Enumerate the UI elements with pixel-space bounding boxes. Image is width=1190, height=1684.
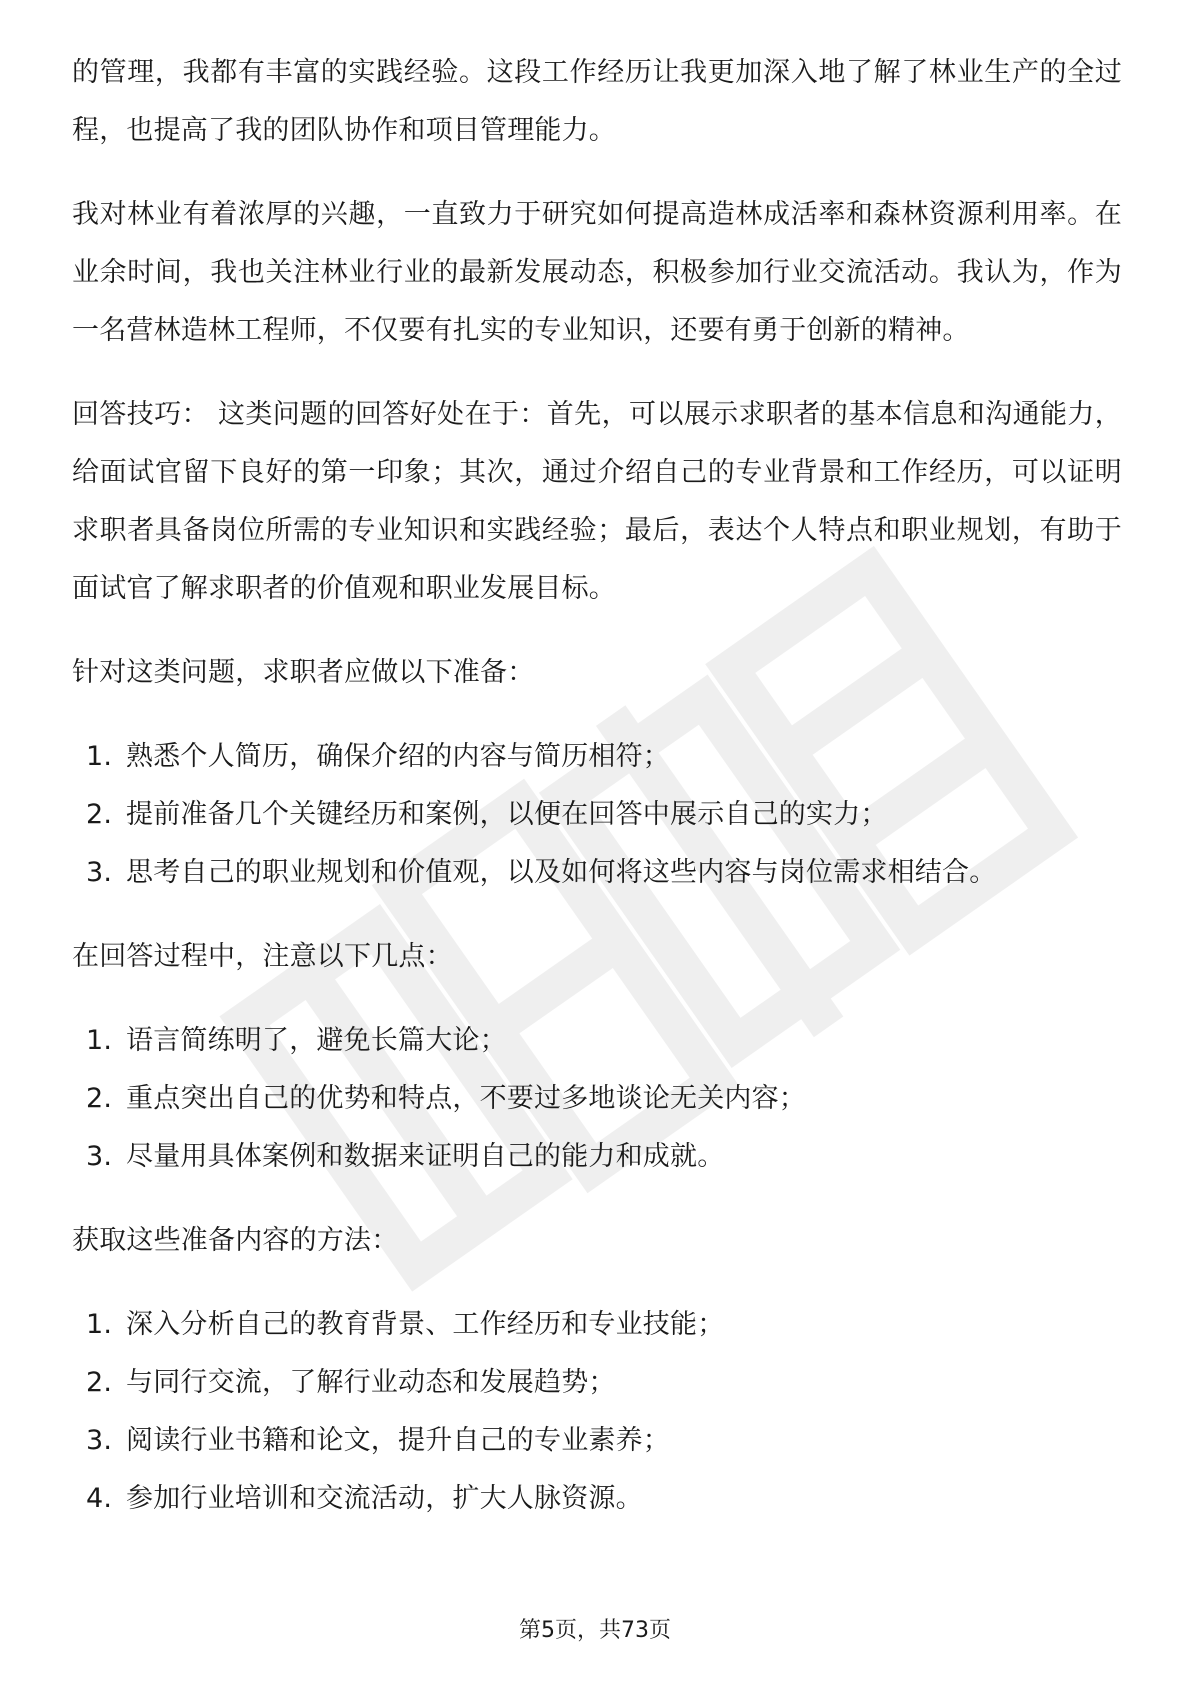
list-item [72, 786, 1122, 844]
list-text: 深入分析自己的教育背景、工作经历和专业技能； [126, 1309, 725, 1340]
list-text: 与同行交流，了解行业动态和发展趋势； [126, 1367, 616, 1398]
page-number: 第5页，共73页 [519, 1618, 671, 1643]
paragraph-interest: 我对林业有着浓厚的兴趣，一直致力于研究如何提高造林成活率和森林资源利用率。在业余时间，我也关注林业行业的最新发展动态，积极参加行业交流活动。我认为，作为一名营林造林工程师，不仅要有扎实的专业知识，还要有勇于创新的精神。 [72, 199, 1122, 346]
list-item [72, 1354, 1122, 1412]
attention-list [72, 1012, 1122, 1186]
list-number: 2. [86, 799, 113, 830]
list-item [72, 844, 1122, 902]
list-text: 尽量用具体案例和数据来证明自己的能力和成就。 [126, 1141, 725, 1172]
paragraph-answer-tips: 回答技巧： 这类问题的回答好处在于：首先，可以展示求职者的基本信息和沟通能力，给面试官留下良好的第一印象；其次，通过介绍自己的专业背景和工作经历，可以证明求职者具备岗位所需的专业知识和实践经验；最后，表达个人特点和职业规划，有助于面试官了解求职者的价值观和职业发展目标。 [72, 399, 1122, 604]
section-heading-attention: 在回答过程中，注意以下几点： [72, 941, 453, 972]
list-item [72, 1012, 1122, 1070]
section-heading-methods: 获取这些准备内容的方法： [72, 1225, 399, 1256]
list-number: 3. [86, 857, 113, 888]
list-number: 3. [86, 1141, 113, 1172]
list-number: 1. [86, 1309, 113, 1340]
paragraph-experience: 的管理，我都有丰富的实践经验。这段工作经历让我更加深入地了解了林业生产的全过程，也提高了我的团队协作和项目管理能力。 [72, 57, 1122, 146]
list-item [72, 1412, 1122, 1470]
list-number: 4. [86, 1483, 113, 1514]
list-item [72, 1128, 1122, 1186]
list-item [72, 728, 1122, 786]
section-heading-preparation: 针对这类问题，求职者应做以下准备： [72, 657, 535, 688]
preparation-list [72, 728, 1122, 902]
list-number: 3. [86, 1425, 113, 1456]
list-text: 重点突出自己的优势和特点，不要过多地谈论无关内容； [126, 1083, 806, 1114]
list-text: 提前准备几个关键经历和案例，以便在回答中展示自己的实力； [126, 799, 888, 830]
list-text: 阅读行业书籍和论文，提升自己的专业素养； [126, 1425, 670, 1456]
list-item [72, 1296, 1122, 1354]
list-text: 语言简练明了，避免长篇大论； [126, 1025, 507, 1056]
list-number: 1. [86, 741, 113, 772]
list-text: 熟悉个人简历，确保介绍的内容与简历相符； [126, 741, 670, 772]
list-item [72, 1070, 1122, 1128]
list-item [72, 1470, 1122, 1528]
list-text: 思考自己的职业规划和价值观，以及如何将这些内容与岗位需求相结合。 [126, 857, 997, 888]
methods-list [72, 1296, 1122, 1528]
list-number: 2. [86, 1083, 113, 1114]
list-text: 参加行业培训和交流活动，扩大人脉资源。 [126, 1483, 643, 1514]
list-number: 1. [86, 1025, 113, 1056]
list-number: 2. [86, 1367, 113, 1398]
document-body [72, 44, 1122, 1554]
